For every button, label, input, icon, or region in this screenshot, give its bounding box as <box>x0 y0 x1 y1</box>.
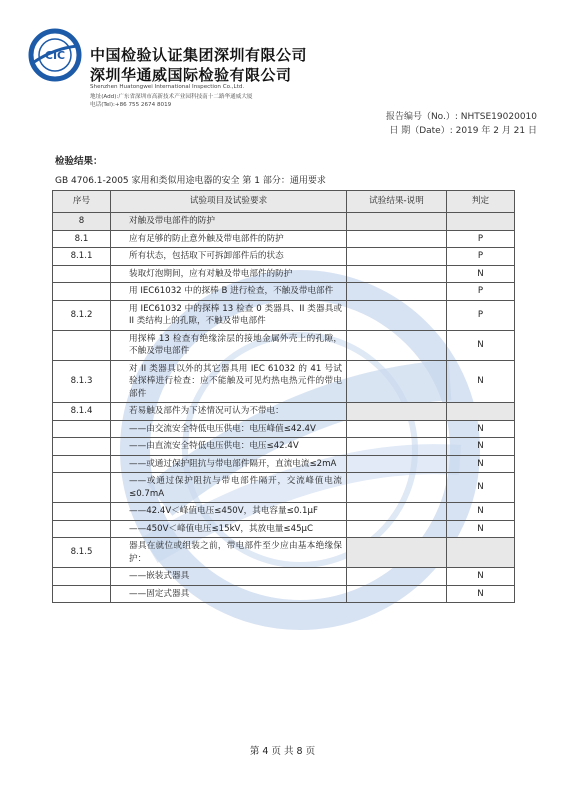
table-row <box>53 585 515 603</box>
row-requirement: ——或通过保护阻抗与带电部件隔开，交流峰值电流≤0.7mA <box>111 473 347 503</box>
row-number <box>53 420 111 438</box>
row-result <box>347 438 447 456</box>
row-result <box>347 283 447 301</box>
row-result <box>347 265 447 283</box>
company-header <box>28 28 538 118</box>
row-verdict: N <box>447 330 515 360</box>
table-body <box>53 213 515 603</box>
row-result <box>347 330 447 360</box>
header-verdict: 判定 <box>447 191 515 213</box>
company-address: 地址(Add):广东省深圳市高新技术产业园科技南十二路华通威大厦 <box>90 94 253 100</box>
row-requirement: 应有足够的防止意外触及带电部件的防护 <box>111 230 347 248</box>
table-row <box>53 503 515 521</box>
row-verdict: P <box>447 230 515 248</box>
standard-title: GB 4706.1-2005 家用和类似用途电器的安全 第 1 部分：通用要求 <box>55 176 326 186</box>
row-number: 8.1 <box>53 230 111 248</box>
row-requirement: ——42.4V＜峰值电压≤450V，其电容量≤0.1μF <box>111 503 347 521</box>
row-result <box>347 503 447 521</box>
row-number <box>53 265 111 283</box>
header-requirement: 试验项目及试验要求 <box>111 191 347 213</box>
row-result <box>347 473 447 503</box>
company-name-en: Shenzhen Huatongwei International Inspection Co.,Ltd. <box>90 84 245 90</box>
row-number <box>53 330 111 360</box>
row-requirement: 装取灯泡期间，应有对触及带电部件的防护 <box>111 265 347 283</box>
results-table <box>52 190 515 603</box>
row-number: 8.1.1 <box>53 248 111 266</box>
row-verdict: P <box>447 300 515 330</box>
row-requirement: 用 IEC61032 中的探棒 B 进行检查，不触及带电部件 <box>111 283 347 301</box>
table-row <box>53 265 515 283</box>
row-result <box>347 455 447 473</box>
row-requirement: ——由交流安全特低电压供电：电压峰值≤42.4V <box>111 420 347 438</box>
table-row <box>53 230 515 248</box>
page-footer: 第 4 页 共 8 页 <box>249 746 316 757</box>
row-number: 8 <box>53 213 111 231</box>
row-verdict: N <box>447 473 515 503</box>
table-row <box>53 330 515 360</box>
row-verdict: N <box>447 503 515 521</box>
row-verdict: N <box>447 568 515 586</box>
row-verdict: N <box>447 420 515 438</box>
row-number <box>53 455 111 473</box>
row-result <box>347 360 447 403</box>
row-result <box>347 300 447 330</box>
row-number <box>53 568 111 586</box>
row-result <box>347 568 447 586</box>
row-result <box>347 230 447 248</box>
table-row <box>53 420 515 438</box>
table-row <box>53 538 515 568</box>
row-result <box>347 585 447 603</box>
row-verdict <box>447 213 515 231</box>
row-requirement: 所有状态，包括取下可拆卸部件后的状态 <box>111 248 347 266</box>
row-verdict <box>447 403 515 421</box>
company-logo <box>28 28 82 82</box>
row-requirement: 器具在就位或组装之前，带电部件至少应由基本绝缘保护： <box>111 538 347 568</box>
row-number: 8.1.5 <box>53 538 111 568</box>
row-result <box>347 248 447 266</box>
row-requirement: 若易触及部件为下述情况可认为不带电： <box>111 403 347 421</box>
section-title: 检验结果： <box>55 156 103 167</box>
row-result <box>347 538 447 568</box>
row-verdict: N <box>447 265 515 283</box>
row-number <box>53 473 111 503</box>
report-meta <box>386 110 537 138</box>
logo-text: CIC <box>44 49 66 62</box>
row-requirement: ——固定式器具 <box>111 585 347 603</box>
row-result <box>347 403 447 421</box>
company-name-cn-1: 中国检验认证集团深圳有限公司 <box>90 46 308 64</box>
company-name-cn-2: 深圳华通威国际检验有限公司 <box>90 66 292 84</box>
table-row <box>53 473 515 503</box>
row-verdict: P <box>447 248 515 266</box>
row-result <box>347 520 447 538</box>
table-row <box>53 283 515 301</box>
row-verdict: N <box>447 585 515 603</box>
report-date: 日 期（Date）: 2019 年 2 月 21 日 <box>389 126 537 136</box>
row-requirement: 用 IEC61032 中的探棒 13 检查 0 类器具、II 类器具或 II 类结构上的孔隙，不触及带电部件 <box>111 300 347 330</box>
row-result <box>347 420 447 438</box>
table-row <box>53 300 515 330</box>
row-verdict: N <box>447 455 515 473</box>
table-row <box>53 213 515 231</box>
table-row <box>53 520 515 538</box>
table-row <box>53 455 515 473</box>
header-no: 序号 <box>53 191 111 213</box>
row-number <box>53 585 111 603</box>
row-requirement: ——或通过保护阻抗与带电部件隔开，直流电流≤2mA <box>111 455 347 473</box>
row-verdict: N <box>447 438 515 456</box>
row-number <box>53 438 111 456</box>
table-row <box>53 248 515 266</box>
row-verdict: P <box>447 283 515 301</box>
row-number <box>53 503 111 521</box>
row-requirement: 用探棒 13 检查有绝缘涂层的接地金属外壳上的孔隙，不触及带电部件 <box>111 330 347 360</box>
company-tel: 电话(Tel):+86 755 2674 8019 <box>90 102 172 108</box>
row-requirement: 对触及带电部件的防护 <box>111 213 347 231</box>
row-verdict: N <box>447 520 515 538</box>
row-number: 8.1.2 <box>53 300 111 330</box>
row-number <box>53 283 111 301</box>
row-number: 8.1.4 <box>53 403 111 421</box>
row-verdict: N <box>447 360 515 403</box>
table-row <box>53 403 515 421</box>
table-row <box>53 568 515 586</box>
row-requirement: ——嵌装式器具 <box>111 568 347 586</box>
row-requirement: 对 II 类器具以外的其它器具用 IEC 61032 的 41 号试验探棒进行检查：应不能触及可见灼热电热元件的带电部件 <box>111 360 347 403</box>
table-header-row <box>53 191 515 213</box>
row-result <box>347 213 447 231</box>
header-result: 试验结果-说明 <box>347 191 447 213</box>
report-number: 报告编号（No.）: NHTSE19020010 <box>385 112 537 122</box>
row-number <box>53 520 111 538</box>
row-number: 8.1.3 <box>53 360 111 403</box>
table-row <box>53 438 515 456</box>
row-verdict <box>447 538 515 568</box>
row-requirement: ——由直流安全特低电压供电：电压≤42.4V <box>111 438 347 456</box>
table-row <box>53 360 515 403</box>
row-requirement: ——450V＜峰值电压≤15kV，其放电量≤45μC <box>111 520 347 538</box>
